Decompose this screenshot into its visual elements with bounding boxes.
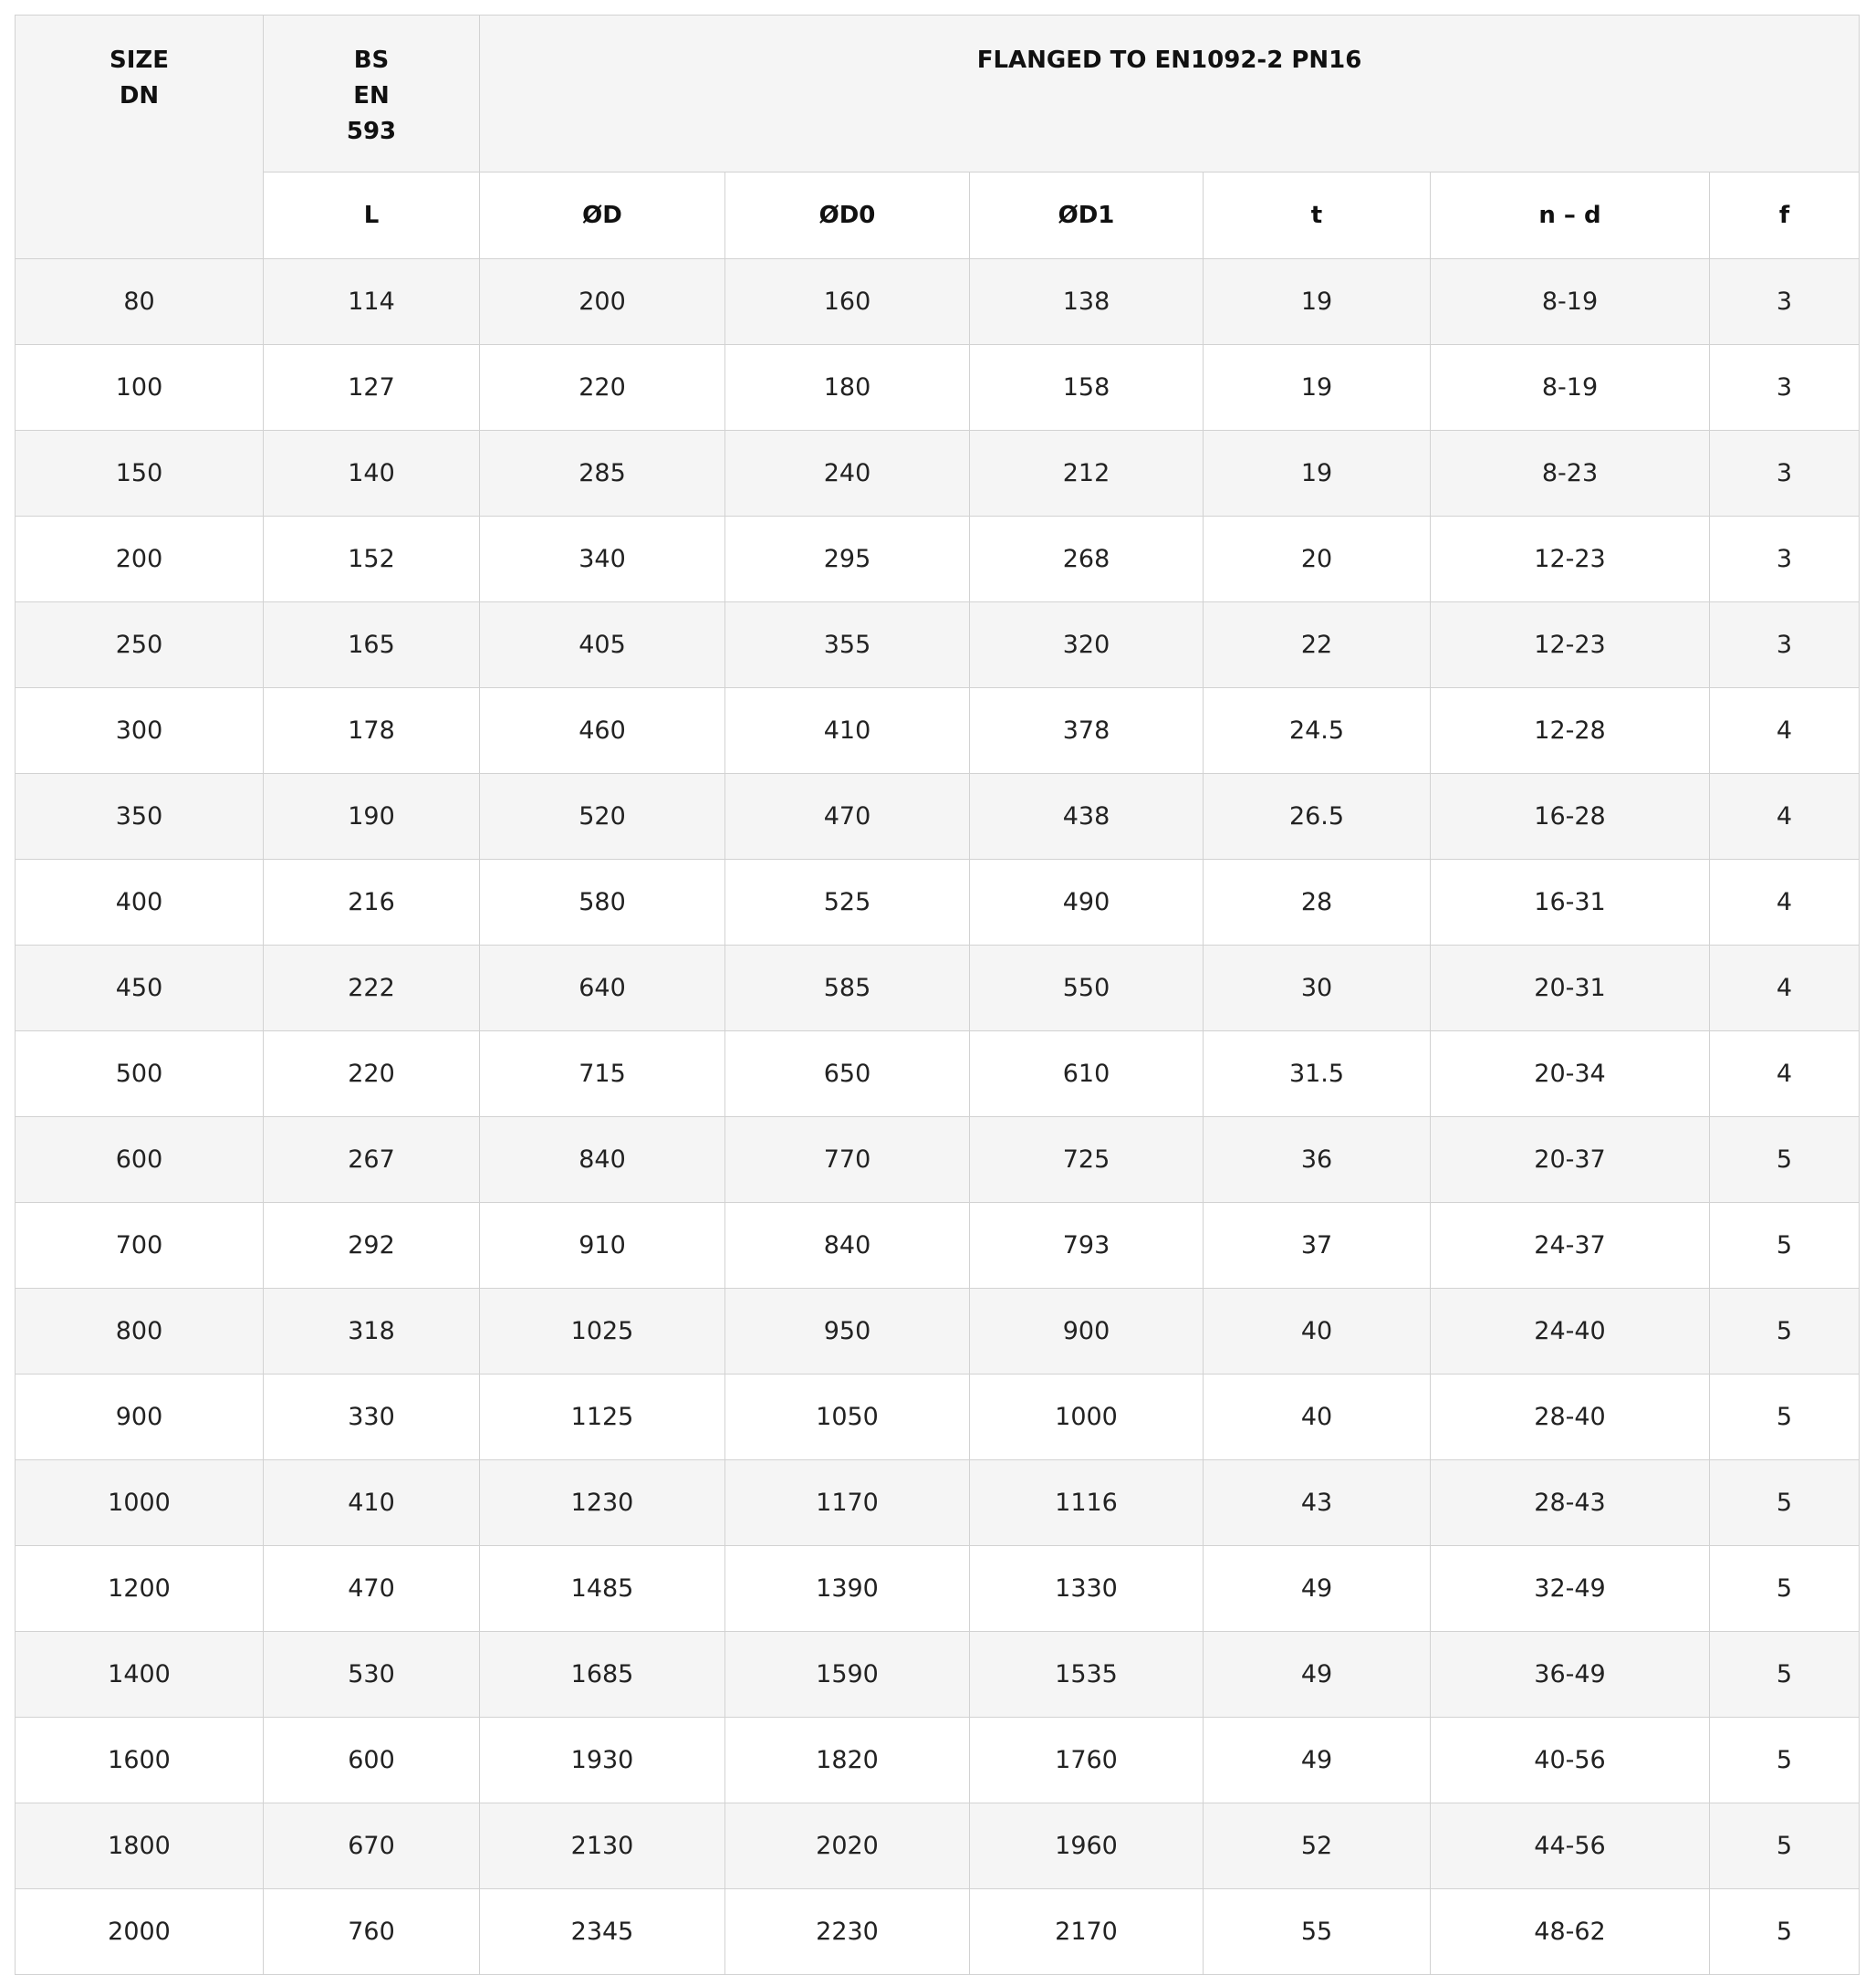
cell-l: 760 <box>264 1889 480 1975</box>
table-row <box>16 688 1860 774</box>
cell-od0: 650 <box>725 1031 970 1117</box>
column-header-od0: ØD0 <box>725 172 970 259</box>
cell-l: 165 <box>264 602 480 688</box>
cell-l: 410 <box>264 1460 480 1546</box>
cell-t: 49 <box>1204 1546 1431 1632</box>
cell-od: 910 <box>480 1203 725 1289</box>
cell-od: 640 <box>480 946 725 1031</box>
cell-od: 840 <box>480 1117 725 1203</box>
cell-t: 20 <box>1204 517 1431 602</box>
table-row <box>16 602 1860 688</box>
table-row <box>16 1803 1860 1889</box>
cell-od1: 793 <box>970 1203 1204 1289</box>
cell-od1: 1960 <box>970 1803 1204 1889</box>
table-row <box>16 431 1860 517</box>
cell-f: 5 <box>1710 1803 1860 1889</box>
cell-f: 5 <box>1710 1546 1860 1632</box>
cell-t: 40 <box>1204 1289 1431 1375</box>
cell-t: 19 <box>1204 259 1431 345</box>
cell-od1: 158 <box>970 345 1204 431</box>
cell-f: 5 <box>1710 1718 1860 1803</box>
cell-t: 19 <box>1204 345 1431 431</box>
cell-f: 5 <box>1710 1203 1860 1289</box>
cell-od0: 1390 <box>725 1546 970 1632</box>
cell-od0: 355 <box>725 602 970 688</box>
cell-l: 670 <box>264 1803 480 1889</box>
cell-t: 19 <box>1204 431 1431 517</box>
cell-od: 580 <box>480 860 725 946</box>
cell-n-d: 36-49 <box>1431 1632 1710 1718</box>
cell-t: 40 <box>1204 1375 1431 1460</box>
cell-size-dn: 900 <box>16 1375 264 1460</box>
cell-n-d: 32-49 <box>1431 1546 1710 1632</box>
cell-n-d: 8-19 <box>1431 345 1710 431</box>
table-row <box>16 1375 1860 1460</box>
cell-n-d: 20-31 <box>1431 946 1710 1031</box>
cell-od0: 1170 <box>725 1460 970 1546</box>
cell-od: 2130 <box>480 1803 725 1889</box>
cell-od0: 770 <box>725 1117 970 1203</box>
cell-od0: 1590 <box>725 1632 970 1718</box>
cell-od1: 1760 <box>970 1718 1204 1803</box>
cell-n-d: 16-28 <box>1431 774 1710 860</box>
cell-n-d: 20-37 <box>1431 1117 1710 1203</box>
cell-od1: 1116 <box>970 1460 1204 1546</box>
cell-od1: 378 <box>970 688 1204 774</box>
cell-od: 405 <box>480 602 725 688</box>
cell-size-dn: 500 <box>16 1031 264 1117</box>
cell-od0: 2230 <box>725 1889 970 1975</box>
cell-f: 5 <box>1710 1375 1860 1460</box>
column-header-f: f <box>1710 172 1860 259</box>
table-body <box>16 259 1860 1975</box>
bs-header-line: BS <box>353 47 390 74</box>
cell-od1: 1330 <box>970 1546 1204 1632</box>
cell-f: 5 <box>1710 1117 1860 1203</box>
table-row <box>16 1117 1860 1203</box>
cell-f: 3 <box>1710 517 1860 602</box>
dn-header-line: DN <box>119 82 160 110</box>
cell-size-dn: 1800 <box>16 1803 264 1889</box>
cell-l: 292 <box>264 1203 480 1289</box>
cell-od: 340 <box>480 517 725 602</box>
cell-l: 216 <box>264 860 480 946</box>
cell-od: 1930 <box>480 1718 725 1803</box>
cell-size-dn: 1600 <box>16 1718 264 1803</box>
cell-t: 55 <box>1204 1889 1431 1975</box>
cell-t: 52 <box>1204 1803 1431 1889</box>
cell-od: 285 <box>480 431 725 517</box>
table-row <box>16 774 1860 860</box>
header-row-columns <box>16 172 1860 259</box>
cell-t: 49 <box>1204 1718 1431 1803</box>
cell-l: 140 <box>264 431 480 517</box>
cell-od1: 212 <box>970 431 1204 517</box>
table-row <box>16 860 1860 946</box>
cell-od: 1230 <box>480 1460 725 1546</box>
cell-n-d: 44-56 <box>1431 1803 1710 1889</box>
cell-t: 36 <box>1204 1117 1431 1203</box>
cell-f: 5 <box>1710 1460 1860 1546</box>
cell-od0: 160 <box>725 259 970 345</box>
cell-l: 530 <box>264 1632 480 1718</box>
cell-od1: 138 <box>970 259 1204 345</box>
cell-od: 2345 <box>480 1889 725 1975</box>
cell-f: 3 <box>1710 259 1860 345</box>
cell-size-dn: 300 <box>16 688 264 774</box>
cell-size-dn: 350 <box>16 774 264 860</box>
cell-n-d: 20-34 <box>1431 1031 1710 1117</box>
cell-size-dn: 1400 <box>16 1632 264 1718</box>
cell-t: 37 <box>1204 1203 1431 1289</box>
cell-n-d: 24-40 <box>1431 1289 1710 1375</box>
cell-size-dn: 450 <box>16 946 264 1031</box>
cell-size-dn: 600 <box>16 1117 264 1203</box>
table-row <box>16 946 1860 1031</box>
cell-t: 24.5 <box>1204 688 1431 774</box>
cell-size-dn: 80 <box>16 259 264 345</box>
cell-od1: 438 <box>970 774 1204 860</box>
cell-size-dn: 200 <box>16 517 264 602</box>
cell-size-dn: 100 <box>16 345 264 431</box>
cell-n-d: 8-19 <box>1431 259 1710 345</box>
cell-od1: 320 <box>970 602 1204 688</box>
table-row <box>16 1632 1860 1718</box>
cell-od1: 550 <box>970 946 1204 1031</box>
table-row <box>16 345 1860 431</box>
cell-od0: 585 <box>725 946 970 1031</box>
cell-od0: 470 <box>725 774 970 860</box>
cell-l: 178 <box>264 688 480 774</box>
cell-l: 152 <box>264 517 480 602</box>
column-header-od: ØD <box>480 172 725 259</box>
cell-od0: 295 <box>725 517 970 602</box>
cell-f: 4 <box>1710 1031 1860 1117</box>
table-row <box>16 1546 1860 1632</box>
table-row <box>16 259 1860 345</box>
cell-od: 715 <box>480 1031 725 1117</box>
cell-size-dn: 1200 <box>16 1546 264 1632</box>
cell-od0: 180 <box>725 345 970 431</box>
cell-od: 520 <box>480 774 725 860</box>
cell-f: 3 <box>1710 431 1860 517</box>
cell-t: 43 <box>1204 1460 1431 1546</box>
cell-od1: 610 <box>970 1031 1204 1117</box>
cell-od0: 950 <box>725 1289 970 1375</box>
cell-od1: 725 <box>970 1117 1204 1203</box>
cell-t: 49 <box>1204 1632 1431 1718</box>
cell-n-d: 28-43 <box>1431 1460 1710 1546</box>
cell-size-dn: 700 <box>16 1203 264 1289</box>
cell-od0: 525 <box>725 860 970 946</box>
cell-l: 114 <box>264 259 480 345</box>
cell-od: 460 <box>480 688 725 774</box>
cell-od1: 2170 <box>970 1889 1204 1975</box>
cell-od1: 1000 <box>970 1375 1204 1460</box>
en-header-line: EN <box>353 82 390 110</box>
cell-t: 22 <box>1204 602 1431 688</box>
cell-od1: 1535 <box>970 1632 1204 1718</box>
cell-l: 318 <box>264 1289 480 1375</box>
header-row-top <box>16 16 1860 172</box>
cell-n-d: 24-37 <box>1431 1203 1710 1289</box>
cell-od: 1485 <box>480 1546 725 1632</box>
cell-f: 5 <box>1710 1289 1860 1375</box>
cell-l: 330 <box>264 1375 480 1460</box>
cell-n-d: 28-40 <box>1431 1375 1710 1460</box>
cell-f: 5 <box>1710 1632 1860 1718</box>
column-header-od1: ØD1 <box>970 172 1204 259</box>
table-row <box>16 1460 1860 1546</box>
cell-size-dn: 1000 <box>16 1460 264 1546</box>
table-row <box>16 1289 1860 1375</box>
table-row <box>16 1203 1860 1289</box>
cell-n-d: 12-23 <box>1431 602 1710 688</box>
dimensions-table <box>15 15 1860 1975</box>
cell-l: 267 <box>264 1117 480 1203</box>
cell-n-d: 48-62 <box>1431 1889 1710 1975</box>
flanged-header <box>480 16 1860 172</box>
cell-od0: 240 <box>725 431 970 517</box>
cell-od0: 840 <box>725 1203 970 1289</box>
cell-od: 1685 <box>480 1632 725 1718</box>
cell-f: 3 <box>1710 602 1860 688</box>
cell-od0: 1820 <box>725 1718 970 1803</box>
size-dn-header <box>16 16 264 259</box>
cell-od: 1025 <box>480 1289 725 1375</box>
cell-f: 5 <box>1710 1889 1860 1975</box>
cell-t: 30 <box>1204 946 1431 1031</box>
cell-n-d: 12-28 <box>1431 688 1710 774</box>
cell-od0: 2020 <box>725 1803 970 1889</box>
size-header-line: SIZE <box>109 47 169 74</box>
cell-n-d: 8-23 <box>1431 431 1710 517</box>
cell-l: 470 <box>264 1546 480 1632</box>
593-header-line: 593 <box>346 118 397 145</box>
cell-size-dn: 400 <box>16 860 264 946</box>
cell-n-d: 12-23 <box>1431 517 1710 602</box>
cell-l: 127 <box>264 345 480 431</box>
column-header-t: t <box>1204 172 1431 259</box>
cell-f: 4 <box>1710 860 1860 946</box>
cell-l: 222 <box>264 946 480 1031</box>
cell-f: 3 <box>1710 345 1860 431</box>
cell-size-dn: 2000 <box>16 1889 264 1975</box>
cell-t: 31.5 <box>1204 1031 1431 1117</box>
column-header-l: L <box>264 172 480 259</box>
cell-od0: 1050 <box>725 1375 970 1460</box>
cell-size-dn: 800 <box>16 1289 264 1375</box>
cell-f: 4 <box>1710 946 1860 1031</box>
cell-od: 200 <box>480 259 725 345</box>
cell-n-d: 16-31 <box>1431 860 1710 946</box>
cell-l: 220 <box>264 1031 480 1117</box>
cell-n-d: 40-56 <box>1431 1718 1710 1803</box>
cell-f: 4 <box>1710 774 1860 860</box>
cell-od0: 410 <box>725 688 970 774</box>
cell-size-dn: 250 <box>16 602 264 688</box>
bs-en-593-header <box>264 16 480 172</box>
table-row <box>16 517 1860 602</box>
column-header-n-d: n – d <box>1431 172 1710 259</box>
cell-t: 28 <box>1204 860 1431 946</box>
cell-od: 220 <box>480 345 725 431</box>
dimensions-table-container <box>15 15 1859 1975</box>
cell-od1: 268 <box>970 517 1204 602</box>
cell-t: 26.5 <box>1204 774 1431 860</box>
cell-od1: 490 <box>970 860 1204 946</box>
cell-size-dn: 150 <box>16 431 264 517</box>
cell-f: 4 <box>1710 688 1860 774</box>
cell-od1: 900 <box>970 1289 1204 1375</box>
cell-l: 600 <box>264 1718 480 1803</box>
flanged-header-text: FLANGED TO EN1092-2 PN16 <box>976 47 1362 74</box>
cell-od: 1125 <box>480 1375 725 1460</box>
table-row <box>16 1889 1860 1975</box>
cell-l: 190 <box>264 774 480 860</box>
table-row <box>16 1031 1860 1117</box>
table-row <box>16 1718 1860 1803</box>
